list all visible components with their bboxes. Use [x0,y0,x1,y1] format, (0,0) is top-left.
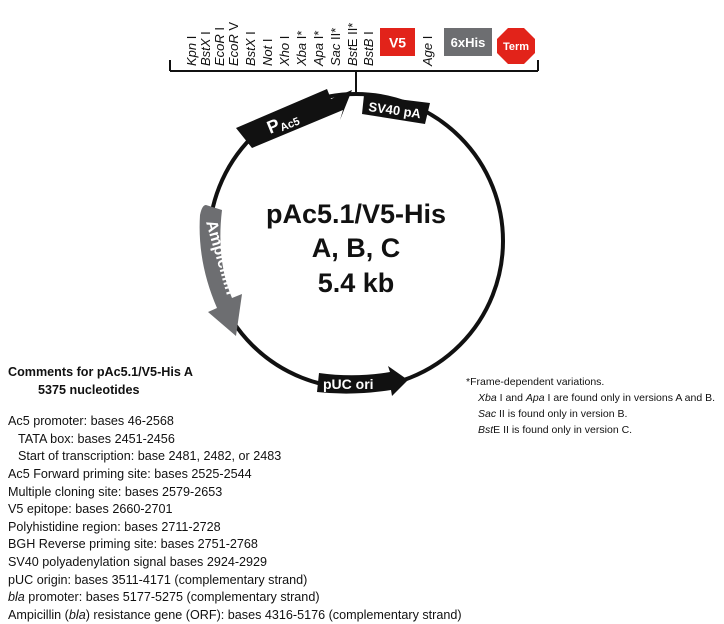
note-line: Sac II is found only in version B. [478,408,628,420]
site-bste-ii: BstE II* [345,22,360,66]
plasmid-versions: A, B, C [311,233,401,263]
ampicillin-label: Ampicillin [202,218,240,297]
feature-ampicillin [200,205,242,336]
v5-label: V5 [388,34,407,51]
plasmid-size: 5.4 kb [317,268,395,298]
sv40-label: SV40 pA [367,99,422,122]
site-sac-ii: Sac II* [328,27,343,66]
site-bstx-i-1: BstX I [198,31,213,66]
plasmid-name: pAc5.1/V5-His [265,199,447,229]
site-apa-i: Apa I* [311,30,326,66]
site-not-i: Not I [260,38,275,66]
comment-line: Ac5 Forward priming site: bases 2525-2544 [8,466,252,481]
comment-line: Start of transcription: base 2481, 2482, or 2483 [18,449,282,464]
comment-line: Multiple cloning site: bases 2579-2653 [8,484,223,499]
comments-subtitle: 5375 nucleotides [38,382,140,397]
his-label: 6xHis [450,35,486,50]
notes-block [466,374,715,438]
term-label: Term [502,41,530,53]
v5-tag [380,28,415,56]
comment-line: SV40 polyadenylation signal bases 2924-2929 [8,554,268,569]
comment-line: BGH Reverse priming site: bases 2751-2768 [8,537,258,552]
comment-line: Polyhistidine region: bases 2711-2728 [8,519,221,534]
comment-line: bla promoter: bases 5177-5275 (complementary strand) [8,590,320,605]
comment-line: TATA box: bases 2451-2456 [18,431,175,446]
comments-block [8,364,462,624]
site-bstb-i: BstB I [361,31,376,66]
term-stop [497,28,535,64]
feature-sv40 [362,95,430,124]
comment-line: pUC origin: bases 3511-4171 (complementary strand) [8,572,308,587]
comment-line: Ac5 promoter: bases 46-2568 [8,414,174,429]
site-age-i: Age I [420,35,435,66]
site-kpn-i: Kpn I [184,35,199,66]
note-line: BstE II is found only in version C. [478,424,633,436]
comment-line: V5 epitope: bases 2660-2701 [8,502,173,517]
feature-pac5 [236,89,352,148]
comments-title: Comments for pAc5.1/V5-His A [8,365,193,379]
site-xho-i: Xho I [277,35,292,66]
notes-title: *Frame-dependent variations. [466,376,605,388]
comment-line: Ampicillin (bla) resistance gene (ORF): bases 4316-5176 (complementary strand) [8,607,462,622]
puc-label: pUC ori [323,376,374,392]
note-line: Xba I and Apa I are found only in versions A and B. [478,392,716,404]
site-ecor-i: EcoR I [212,26,227,66]
site-bstx-i-2: BstX I [243,31,258,66]
site-ecor-v: EcoR V [226,21,241,66]
his-tag [444,28,492,56]
site-xba-i: Xba I* [294,30,309,66]
pac5-label: PAc5 [264,114,302,138]
